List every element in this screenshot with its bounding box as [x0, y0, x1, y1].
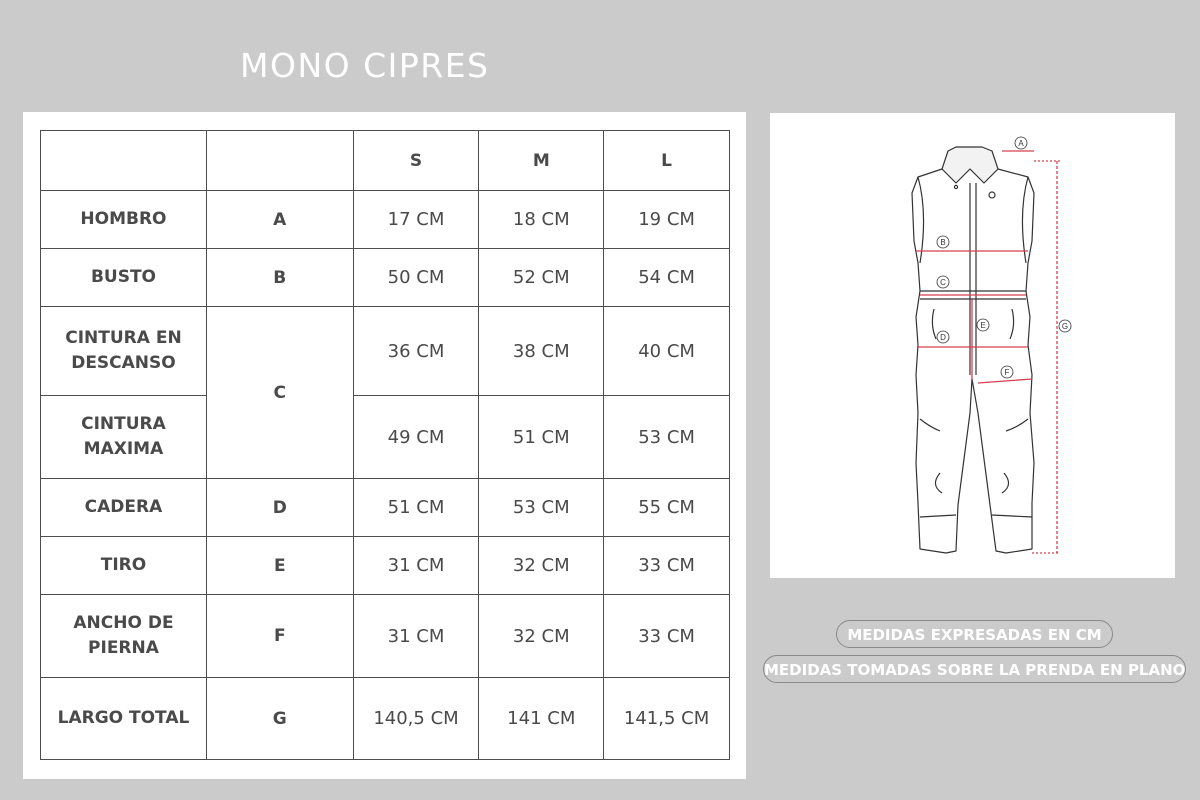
svg-text:F: F [1004, 368, 1010, 377]
value-cell: 18 CM [479, 191, 604, 249]
marker-e [977, 319, 989, 331]
size-header-l: L [604, 131, 730, 191]
value-cell: 141 CM [479, 678, 604, 760]
svg-text:G: G [1061, 322, 1069, 331]
note-flat-measure: MEDIDAS TOMADAS SOBRE LA PRENDA EN PLANO [763, 655, 1186, 683]
row-code: D [206, 479, 353, 537]
value-cell: 17 CM [353, 191, 479, 249]
size-table-panel [23, 112, 746, 779]
marker-b [937, 236, 949, 248]
note-units: MEDIDAS EXPRESADAS EN CM [836, 620, 1113, 648]
row-label: LARGO TOTAL [41, 678, 207, 760]
row-code: F [206, 595, 353, 678]
marker-a [1015, 137, 1027, 149]
svg-text:C: C [940, 278, 946, 287]
value-cell: 36 CM [353, 307, 479, 396]
table-row [41, 537, 730, 595]
row-label: CINTURA MAXIMA [41, 396, 207, 479]
row-code: E [206, 537, 353, 595]
value-cell: 49 CM [353, 396, 479, 479]
row-label: ANCHO DE PIERNA [41, 595, 207, 678]
marker-f [1001, 366, 1013, 378]
row-code: C [206, 307, 353, 479]
marker-d [937, 331, 949, 343]
row-code: B [206, 249, 353, 307]
row-code: A [206, 191, 353, 249]
size-table [40, 130, 730, 760]
row-label: CADERA [41, 479, 207, 537]
value-cell: 50 CM [353, 249, 479, 307]
table-row [41, 249, 730, 307]
value-cell: 19 CM [604, 191, 730, 249]
table-row [41, 678, 730, 760]
table-row [41, 307, 730, 396]
row-label: BUSTO [41, 249, 207, 307]
table-header-row [41, 131, 730, 191]
row-label: HOMBRO [41, 191, 207, 249]
leg-width-measure-line [978, 379, 1032, 383]
value-cell: 140,5 CM [353, 678, 479, 760]
value-cell: 32 CM [479, 595, 604, 678]
value-cell: 33 CM [604, 537, 730, 595]
header-empty-cell [206, 131, 353, 191]
value-cell: 31 CM [353, 595, 479, 678]
header-empty-cell [41, 131, 207, 191]
marker-c [937, 276, 949, 288]
value-cell: 33 CM [604, 595, 730, 678]
svg-text:B: B [940, 238, 946, 247]
jumpsuit-diagram-panel [770, 113, 1175, 578]
table-row [41, 191, 730, 249]
svg-text:E: E [980, 321, 986, 330]
value-cell: 38 CM [479, 307, 604, 396]
marker-g [1059, 320, 1071, 332]
value-cell: 53 CM [479, 479, 604, 537]
row-label: CINTURA EN DESCANSO [41, 307, 207, 396]
value-cell: 54 CM [604, 249, 730, 307]
row-label: TIRO [41, 537, 207, 595]
jumpsuit-outline [912, 147, 1034, 553]
jumpsuit-diagram [770, 113, 1175, 578]
row-code: G [206, 678, 353, 760]
value-cell: 40 CM [604, 307, 730, 396]
table-row [41, 595, 730, 678]
value-cell: 31 CM [353, 537, 479, 595]
value-cell: 55 CM [604, 479, 730, 537]
value-cell: 32 CM [479, 537, 604, 595]
value-cell: 51 CM [353, 479, 479, 537]
table-row [41, 479, 730, 537]
value-cell: 51 CM [479, 396, 604, 479]
page-title: MONO CIPRES [240, 46, 490, 85]
svg-text:D: D [940, 333, 946, 342]
value-cell: 52 CM [479, 249, 604, 307]
size-header-s: S [353, 131, 479, 191]
value-cell: 141,5 CM [604, 678, 730, 760]
svg-text:A: A [1018, 139, 1024, 148]
table-row [41, 396, 730, 479]
size-header-m: M [479, 131, 604, 191]
value-cell: 53 CM [604, 396, 730, 479]
